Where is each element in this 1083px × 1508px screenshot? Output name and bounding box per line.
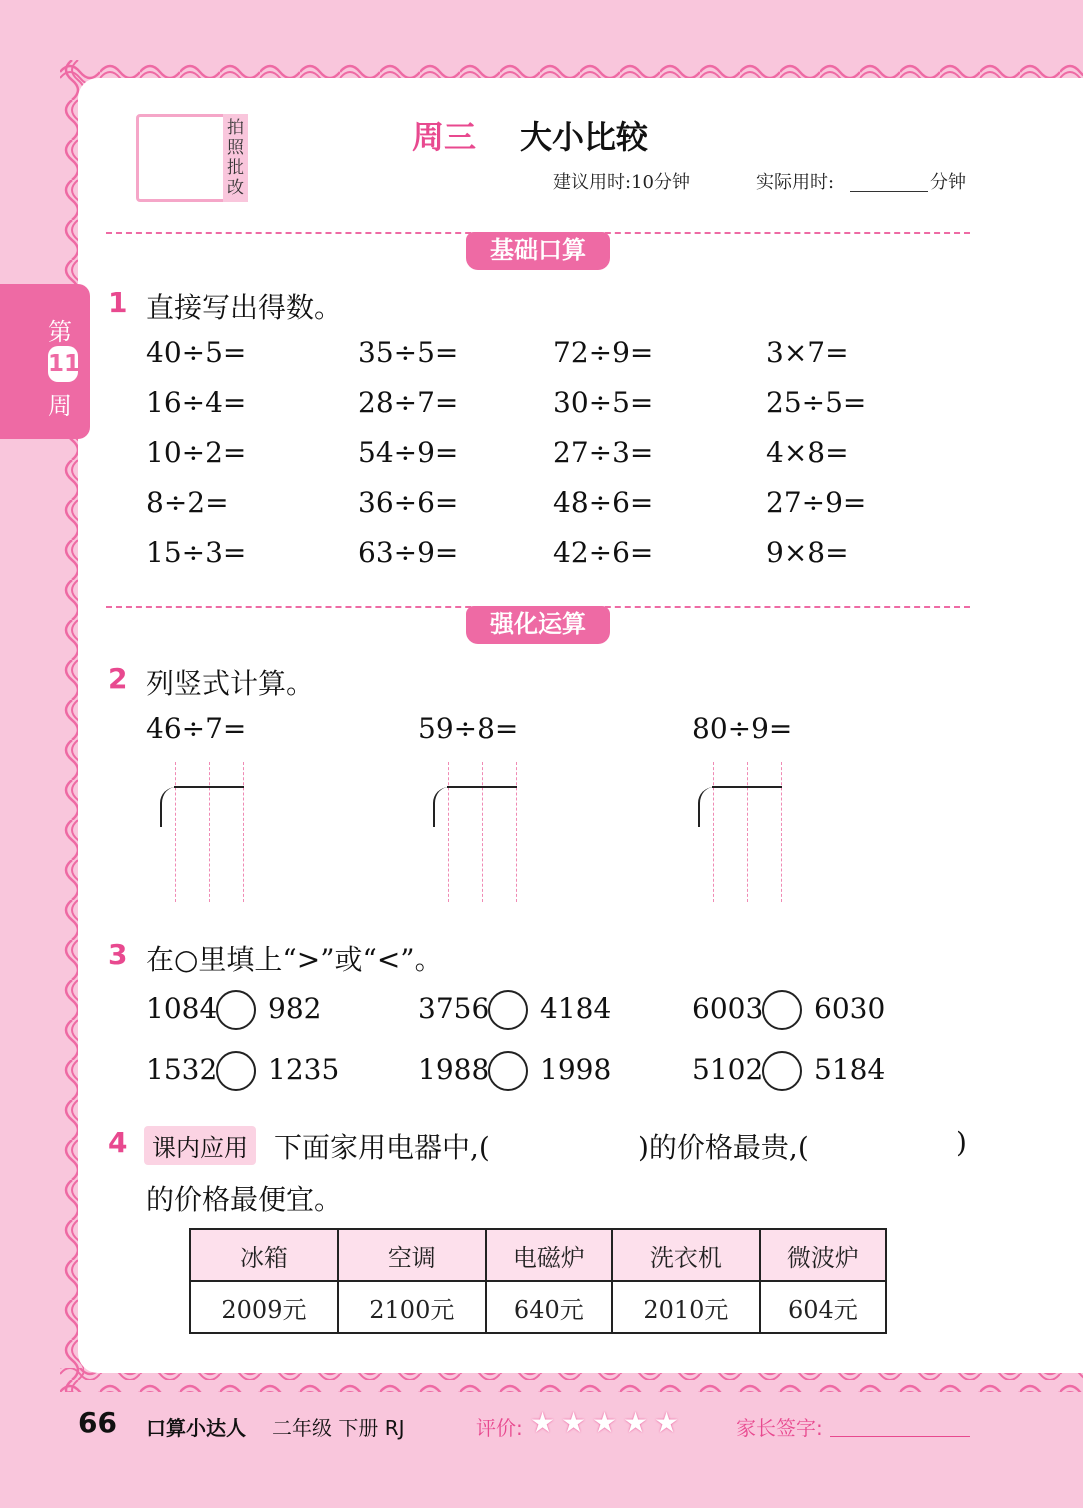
question-text-1: 直接写出得数。 <box>146 291 343 324</box>
arithmetic-problem: 40÷5= <box>146 336 247 369</box>
star-icon[interactable]: ★ <box>592 1406 618 1439</box>
question-text-2: 列竖式计算。 <box>146 667 315 700</box>
actual-time-unit: 分钟 <box>930 172 966 193</box>
division-bracket <box>433 787 449 827</box>
question-text-3: 在○里填上“>”或“<”。 <box>146 943 443 976</box>
arithmetic-problem: 10÷2= <box>146 436 247 469</box>
arithmetic-problem: 36÷6= <box>358 486 459 519</box>
compare-left-number: 6003 <box>692 992 764 1025</box>
guide-line <box>516 762 517 902</box>
guide-line <box>175 762 176 902</box>
price-table <box>189 1228 887 1334</box>
table-header-cell: 冰箱 <box>190 1229 338 1281</box>
compare-right-number: 1998 <box>540 1053 612 1086</box>
compare-right-number: 982 <box>268 992 322 1025</box>
table-cell-price: 2009元 <box>190 1281 338 1333</box>
division-bracket <box>160 787 176 827</box>
arithmetic-problem: 30÷5= <box>553 386 654 419</box>
arithmetic-problem: 72÷9= <box>553 336 654 369</box>
grade-info: 二年级 下册 RJ <box>272 1416 405 1440</box>
photo-correction-label: 拍照批改 <box>223 114 248 202</box>
guide-line <box>713 762 714 902</box>
guide-line <box>448 762 449 902</box>
arithmetic-problem: 25÷5= <box>766 386 867 419</box>
compare-right-number: 4184 <box>540 992 612 1025</box>
table-cell-price: 640元 <box>486 1281 612 1333</box>
compare-right-number: 1235 <box>268 1053 340 1086</box>
question-text-4a: 下面家用电器中,( <box>274 1131 490 1164</box>
arithmetic-problem: 16÷4= <box>146 386 247 419</box>
question-number-3: 3 <box>108 938 128 971</box>
guide-line <box>747 762 748 902</box>
table-header-cell: 微波炉 <box>760 1229 886 1281</box>
section-banner-strengthen: 强化运算 <box>466 606 610 644</box>
in-class-application-tag: 课内应用 <box>144 1126 256 1165</box>
table-header-cell: 洗衣机 <box>612 1229 760 1281</box>
day-label: 周三 <box>412 118 477 156</box>
compare-answer-circle[interactable] <box>762 990 802 1030</box>
division-bracket <box>698 787 714 827</box>
compare-left-number: 1532 <box>146 1053 218 1086</box>
answer-blank-cheapest[interactable] <box>856 1160 946 1162</box>
arithmetic-problem: 8÷2= <box>146 486 229 519</box>
compare-answer-circle[interactable] <box>762 1051 802 1091</box>
compare-right-number: 6030 <box>814 992 886 1025</box>
table-header-cell: 电磁炉 <box>486 1229 612 1281</box>
arithmetic-problem: 9×8= <box>766 536 849 569</box>
arithmetic-problem: 54÷9= <box>358 436 459 469</box>
arithmetic-problem: 3×7= <box>766 336 849 369</box>
question-number-1: 1 <box>108 286 128 319</box>
actual-time-blank[interactable] <box>850 191 928 192</box>
arithmetic-problem: 28÷7= <box>358 386 459 419</box>
guide-line <box>482 762 483 902</box>
page-number: 66 <box>78 1406 117 1439</box>
answer-blank-most-expensive[interactable] <box>548 1160 628 1162</box>
division-problem: 59÷8= <box>418 712 519 745</box>
guide-line <box>209 762 210 902</box>
arithmetic-problem: 15÷3= <box>146 536 247 569</box>
arithmetic-problem: 42÷6= <box>553 536 654 569</box>
division-bar <box>174 786 244 788</box>
question-text-4c: ) <box>956 1126 967 1159</box>
week-suffix: 周 <box>48 392 72 420</box>
compare-answer-circle[interactable] <box>216 1051 256 1091</box>
arithmetic-problem: 4×8= <box>766 436 849 469</box>
star-icon[interactable]: ★ <box>561 1406 587 1439</box>
star-icon[interactable]: ★ <box>623 1406 649 1439</box>
evaluation-label: 评价: <box>476 1416 523 1440</box>
actual-time-label: 实际用时: <box>756 172 835 193</box>
suggested-time: 建议用时:10分钟 <box>553 172 690 193</box>
guide-line <box>243 762 244 902</box>
division-problem: 80÷9= <box>692 712 793 745</box>
compare-left-number: 3756 <box>418 992 490 1025</box>
guide-line <box>781 762 782 902</box>
compare-answer-circle[interactable] <box>488 1051 528 1091</box>
compare-left-number: 1084 <box>146 992 218 1025</box>
compare-answer-circle[interactable] <box>216 990 256 1030</box>
table-cell-price: 2100元 <box>338 1281 486 1333</box>
question-number-4: 4 <box>108 1126 128 1159</box>
week-prefix: 第 <box>48 318 72 346</box>
division-problem: 46÷7= <box>146 712 247 745</box>
week-tab <box>0 284 90 439</box>
division-bar <box>447 786 517 788</box>
compare-left-number: 5102 <box>692 1053 764 1086</box>
arithmetic-problem: 27÷3= <box>553 436 654 469</box>
arithmetic-problem: 35÷5= <box>358 336 459 369</box>
question-text-4-line2: 的价格最便宜。 <box>146 1183 343 1216</box>
arithmetic-problem: 27÷9= <box>766 486 867 519</box>
table-cell-price: 2010元 <box>612 1281 760 1333</box>
compare-right-number: 5184 <box>814 1053 886 1086</box>
division-bar <box>712 786 782 788</box>
question-text-4b: )的价格最贵,( <box>638 1131 809 1164</box>
arithmetic-problem: 48÷6= <box>553 486 654 519</box>
section-banner-basic: 基础口算 <box>466 232 610 270</box>
star-icon[interactable]: ★ <box>530 1406 556 1439</box>
page-title: 大小比较 <box>520 118 649 156</box>
table-header-cell: 空调 <box>338 1229 486 1281</box>
question-number-2: 2 <box>108 662 128 695</box>
star-icon[interactable]: ★ <box>654 1406 680 1439</box>
book-title: 口算小达人 <box>146 1416 246 1440</box>
parent-signature-blank[interactable] <box>830 1436 970 1437</box>
week-number: 11 <box>48 346 78 382</box>
compare-answer-circle[interactable] <box>488 990 528 1030</box>
parent-signature-label: 家长签字: <box>736 1416 823 1440</box>
table-cell-price: 604元 <box>760 1281 886 1333</box>
arithmetic-problem: 63÷9= <box>358 536 459 569</box>
compare-left-number: 1988 <box>418 1053 490 1086</box>
